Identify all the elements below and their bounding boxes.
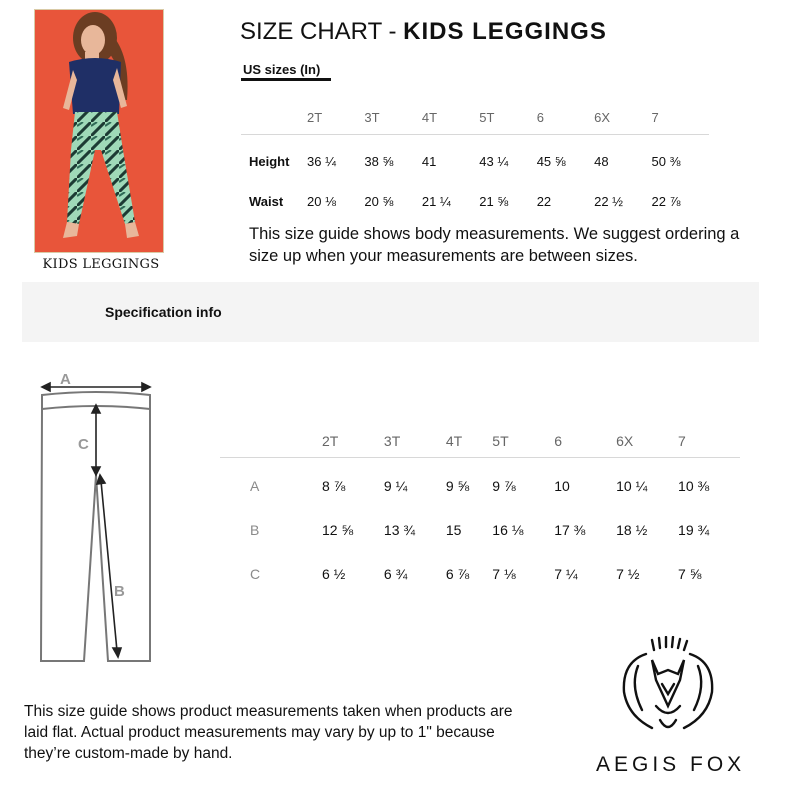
table-cell: 21 ⅝ <box>479 193 509 209</box>
label-b: B <box>114 583 125 600</box>
table-cell: 41 <box>421 153 437 169</box>
table-cell: 17 ⅜ <box>554 522 586 538</box>
title-prefix: SIZE CHART - <box>240 18 404 45</box>
column-header <box>241 100 307 135</box>
table-cell: 12 ⅝ <box>322 522 354 538</box>
table-cell: 20 ⅝ <box>364 193 394 209</box>
product-measurement-note: This size guide shows product measurements taken when products are laid flat. Actual product measurements may vary by up to 1" because they’re custom-made by hand. <box>24 703 513 762</box>
table-cell: 19 ¾ <box>678 522 710 538</box>
label-a: A <box>60 371 71 388</box>
label-c: C <box>78 436 89 453</box>
table-cell: 8 ⅞ <box>322 478 346 494</box>
photo-caption: KIDS LEGGINGS <box>42 257 160 272</box>
table-cell: 36 ¼ <box>307 153 336 169</box>
table-header-row <box>241 100 709 135</box>
column-header: 3T <box>383 433 401 449</box>
column-header: 3T <box>364 109 380 125</box>
specification-table <box>220 425 740 596</box>
table-cell: 22 ⅞ <box>651 193 681 209</box>
table-cell: 22 <box>536 193 552 209</box>
row-label: A <box>250 478 260 494</box>
column-header: 2T <box>307 109 323 125</box>
brand-name: AEGIS FOX <box>596 753 746 776</box>
table-cell: 7 ¼ <box>554 566 578 582</box>
row-label: Waist <box>249 193 284 209</box>
column-header: 6X <box>594 109 611 125</box>
table-row <box>220 508 740 552</box>
table-header-row <box>220 425 740 458</box>
child-model-illustration <box>35 10 163 252</box>
table-cell: 45 ⅝ <box>536 153 566 169</box>
table-cell: 7 ⅛ <box>492 566 516 582</box>
table-cell: 21 ¼ <box>421 193 451 209</box>
column-header: 6 <box>554 433 562 449</box>
column-header: 4T <box>445 433 463 449</box>
column-header: 5T <box>492 433 509 449</box>
column-header <box>220 425 322 458</box>
table-row <box>220 458 740 509</box>
table-cell: 48 <box>594 153 609 169</box>
table-cell: 15 <box>445 522 462 538</box>
column-header: 4T <box>421 109 438 125</box>
table-cell: 6 ½ <box>322 566 346 582</box>
table-row <box>241 135 709 182</box>
table-cell: 10 ¼ <box>616 478 648 494</box>
table-cell: 6 ¾ <box>383 566 408 582</box>
column-header: 7 <box>678 433 686 449</box>
column-header: 6X <box>616 433 634 449</box>
us-sizes-table <box>241 100 709 221</box>
body-measurement-note: This size guide shows body measurements. We suggest ordering a size up when your measurements are between sizes. <box>249 225 740 265</box>
column-header: 6 <box>536 109 544 125</box>
table-cell: 18 ½ <box>616 522 648 538</box>
table-cell: 9 ¼ <box>383 478 408 494</box>
table-cell: 13 ¾ <box>383 522 416 538</box>
table-cell: 9 ⅞ <box>492 478 516 494</box>
product-photo <box>34 9 164 253</box>
specification-heading: Specification info <box>105 304 222 320</box>
heading-underline <box>241 78 331 81</box>
table-cell: 38 ⅝ <box>364 153 394 169</box>
row-label: C <box>250 566 261 582</box>
table-row <box>241 181 709 221</box>
table-cell: 50 ⅜ <box>651 153 681 169</box>
table-cell: 10 <box>554 478 570 494</box>
page-title <box>240 18 607 46</box>
row-label: B <box>250 522 260 538</box>
fox-logo-icon <box>616 636 720 740</box>
table-cell: 22 ½ <box>594 193 624 209</box>
table-cell: 6 ⅞ <box>445 566 470 582</box>
title-bold: KIDS LEGGINGS <box>403 18 607 45</box>
table-row <box>220 552 740 596</box>
row-label: Height <box>249 153 290 169</box>
table-cell: 16 ⅛ <box>492 522 524 538</box>
column-header: 7 <box>651 109 659 125</box>
us-sizes-heading: US sizes (In) <box>243 62 321 77</box>
leggings-diagram <box>30 365 170 670</box>
table-cell: 7 ½ <box>616 566 640 582</box>
table-cell: 9 ⅝ <box>445 478 470 494</box>
table-cell: 20 ⅛ <box>307 193 336 209</box>
table-cell: 7 ⅝ <box>678 566 702 582</box>
column-header: 2T <box>322 433 339 449</box>
column-header: 5T <box>479 109 495 125</box>
table-cell: 10 ⅜ <box>678 478 710 494</box>
table-cell: 43 ¼ <box>479 153 509 169</box>
